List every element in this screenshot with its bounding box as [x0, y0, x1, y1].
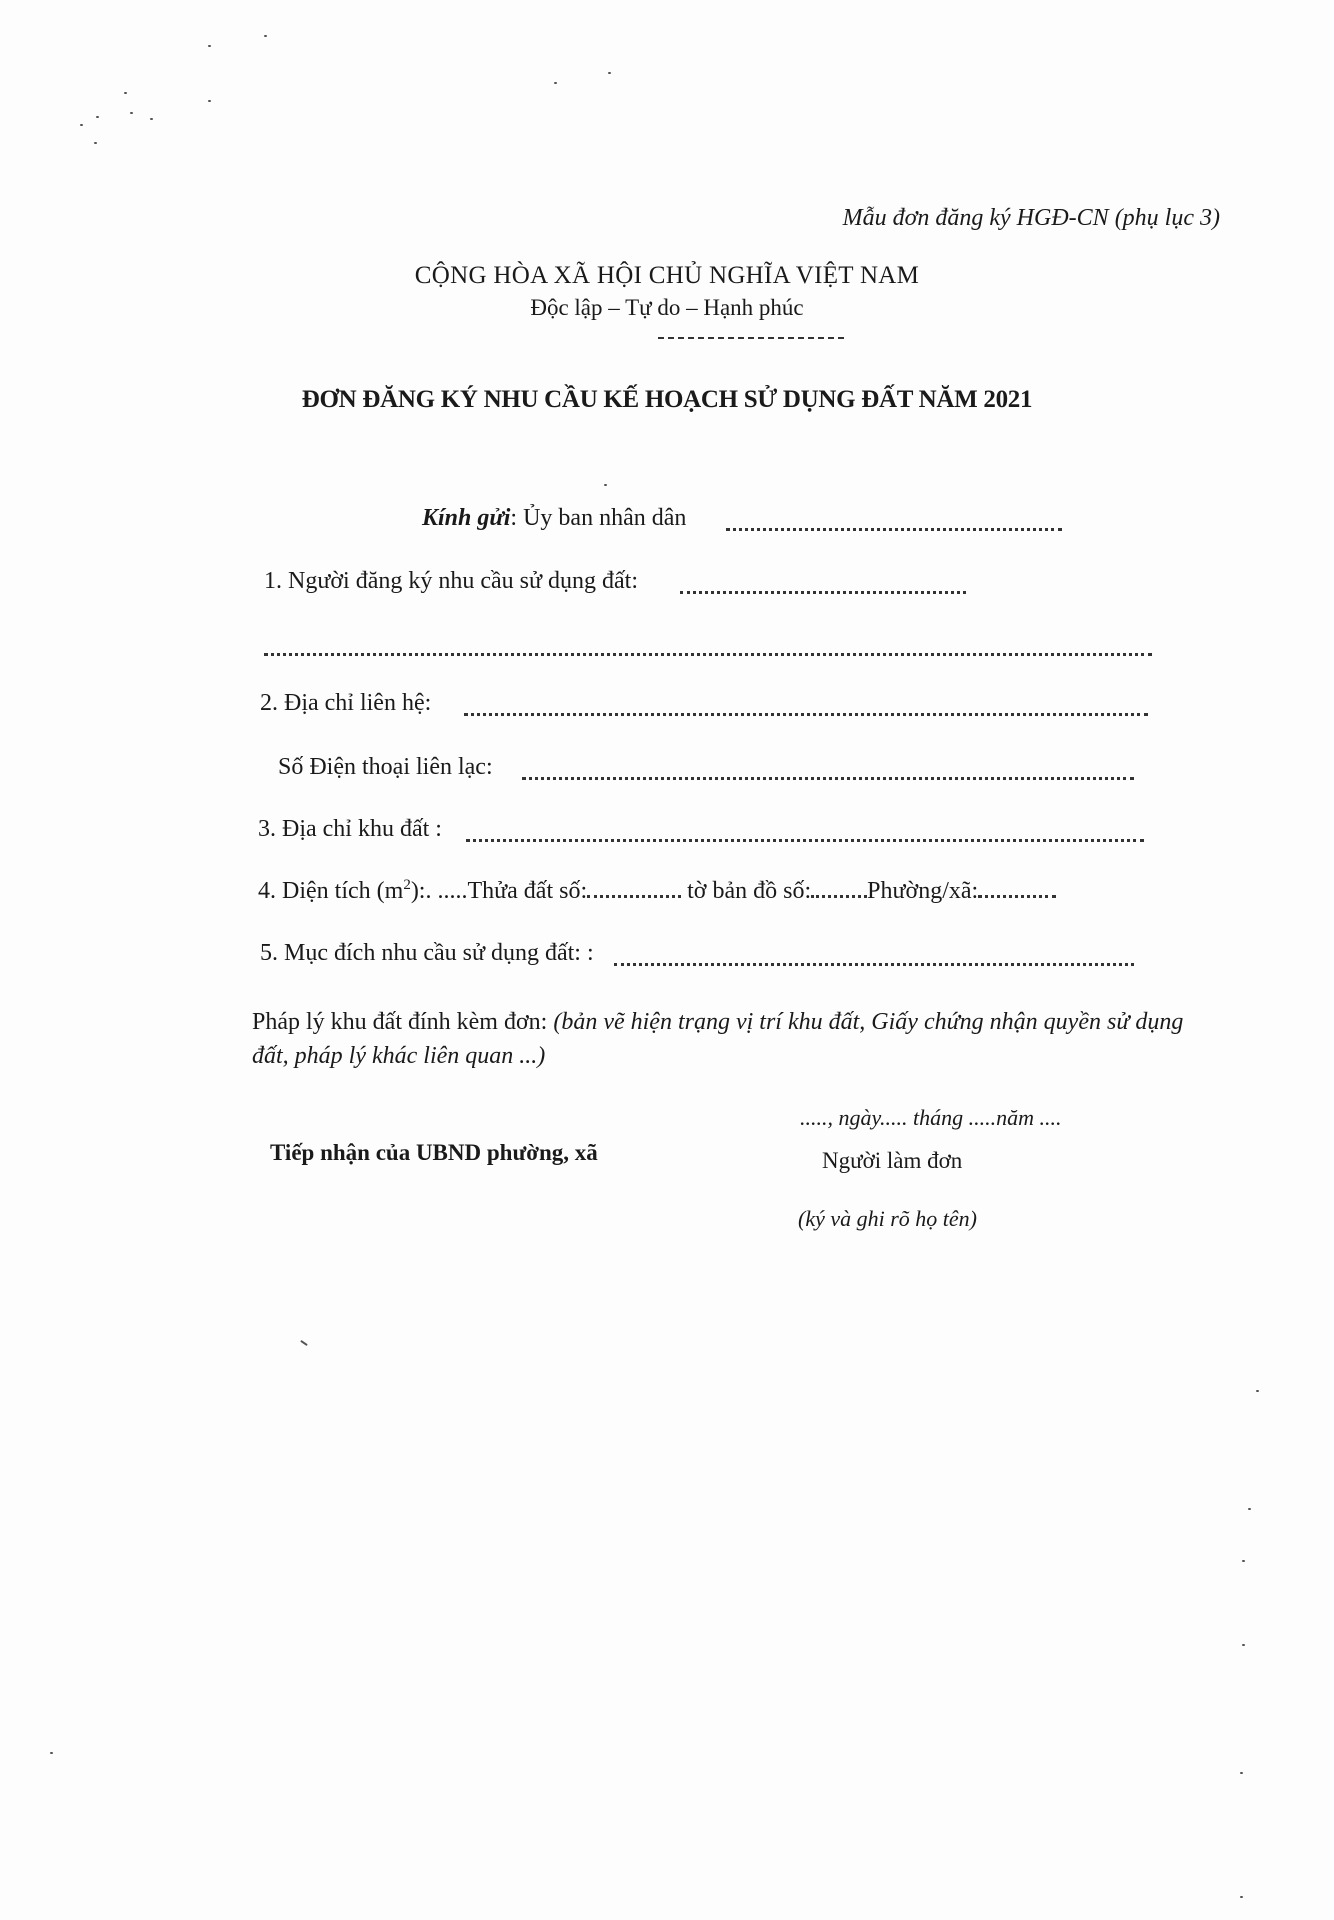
phone-blank[interactable]: [522, 776, 1134, 780]
map-sheet-label: tờ bản đồ số:: [687, 878, 812, 904]
salutation-blank[interactable]: [726, 527, 1062, 531]
date-line: ....., ngày..... tháng .....năm ....: [800, 1105, 1062, 1130]
parcel-label: Thửa đất số:: [467, 878, 588, 904]
document-title: ĐƠN ĐĂNG KÝ NHU CẦU KẾ HOẠCH SỬ DỤNG ĐẤT NĂM 2021: [301, 386, 1033, 413]
scan-speck: [1256, 1390, 1259, 1392]
scan-speck: [208, 45, 211, 47]
registrant-label: 1. Người đăng ký nhu cầu sử dụng đất:: [264, 568, 638, 594]
registrant-blank-2[interactable]: [264, 652, 1152, 656]
legal-attachments: [252, 1005, 1192, 1073]
scan-speck: [80, 124, 83, 126]
signature-note: (ký và ghi rõ họ tên): [798, 1206, 977, 1231]
legal-label: Pháp lý khu đất đính kèm đơn:: [252, 1009, 548, 1035]
scan-speck: [1242, 1644, 1245, 1646]
parcel-blank[interactable]: [587, 894, 681, 898]
area-superscript: 2: [403, 877, 411, 893]
scan-speck: [50, 1752, 53, 1754]
salutation-label: Kính gửi: [422, 505, 511, 531]
ward-blank[interactable]: [978, 894, 1056, 898]
scan-speck: [1248, 1508, 1251, 1510]
scan-speck: [1240, 1772, 1243, 1774]
scan-speck: [208, 100, 211, 102]
scan-speck: [150, 118, 153, 120]
ward-label: Phường/xã:: [867, 878, 979, 904]
contact-address-blank[interactable]: [464, 712, 1148, 716]
contact-address-label: 2. Địa chỉ liên hệ:: [260, 690, 432, 716]
scan-speck: [604, 484, 607, 486]
applicant-heading: Người làm đơn: [822, 1148, 963, 1173]
land-address-blank[interactable]: [466, 838, 1144, 842]
scan-speck: [1242, 1560, 1245, 1562]
scan-speck: [124, 92, 127, 94]
scan-speck: [264, 35, 267, 37]
legal-note: (bản vẽ hiện trạng vị trí khu đất, Giấy chứng nhận quyền sử dụng đất, pháp lý khác liên quan ...): [252, 1009, 1184, 1069]
area-label: 4. Diện tích (m: [258, 878, 404, 904]
receiver-heading: Tiếp nhận của UBND phường, xã: [270, 1140, 598, 1165]
header-divider: [658, 337, 844, 339]
registrant-blank[interactable]: [680, 590, 966, 594]
scan-speck: [300, 1340, 308, 1346]
scan-speck: [96, 116, 99, 118]
scan-speck: [608, 72, 611, 74]
land-address-label: 3. Địa chỉ khu đất :: [258, 816, 442, 842]
scan-speck: [130, 112, 133, 114]
map-sheet-blank[interactable]: [811, 894, 867, 898]
salutation-text: : Ủy ban nhân dân: [510, 505, 687, 531]
form-code: Mẫu đơn đăng ký HGĐ-CN (phụ lục 3): [842, 205, 1220, 231]
area-tail: ):. .....: [410, 878, 468, 904]
national-header: CỘNG HÒA XÃ HỘI CHỦ NGHĨA VIỆT NAM: [414, 262, 920, 289]
scan-speck: [1240, 1896, 1243, 1898]
purpose-blank[interactable]: [614, 962, 1134, 966]
scan-speck: [94, 142, 97, 144]
purpose-label: 5. Mục đích nhu cầu sử dụng đất: :: [260, 940, 594, 966]
national-motto: Độc lập – Tự do – Hạnh phúc: [530, 295, 804, 320]
salutation: [422, 505, 686, 532]
scan-speck: [554, 82, 557, 84]
area-row: [258, 878, 1056, 905]
phone-label: Số Điện thoại liên lạc:: [278, 754, 493, 780]
